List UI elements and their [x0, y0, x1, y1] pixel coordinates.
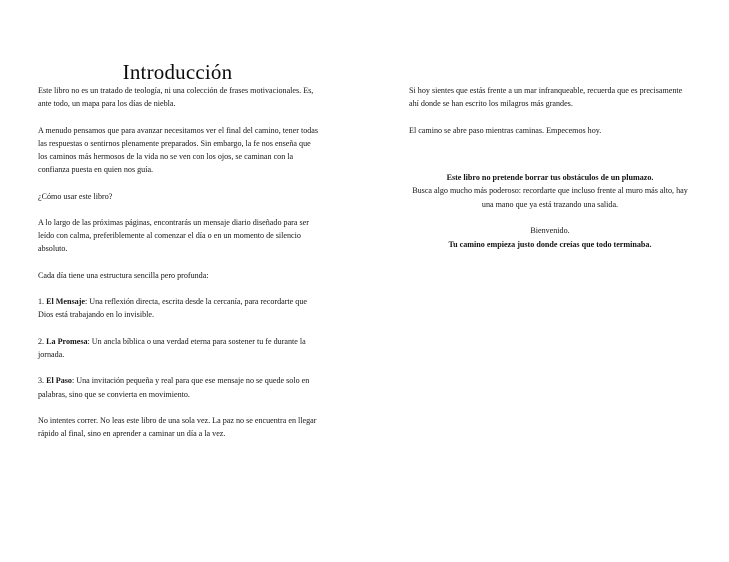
text-run-item-3-el-paso-2: : Una invitación pequeña y real para que ese mensaje no se quede solo en palabras, sino que se convierta en movimiento. [38, 376, 310, 399]
text-run-intro-no-tratado-0: Este libro no es un tratado de teología, ni una colección de frases motivacionales. Es, ante todo, un mapa para los días de niebla. [38, 86, 314, 109]
paragraph-item-3-el-paso [38, 374, 319, 400]
paragraph-a-lo-largo [38, 216, 319, 256]
paragraph-item-1-el-mensaje [38, 295, 319, 321]
block-spacer [409, 211, 691, 224]
text-run-a-menudo-pensamos-0: A menudo pensamos que para avanzar necesitamos ver el final del camino, tener todas las respuestas o sentirnos plenamente preparados. Sin embargo, la fe nos enseña que los caminos más hermosos de la vida no se ven con los ojos, se caminan con la confianza puesta en quien nos guía. [38, 125, 319, 175]
text-run-a-lo-largo-0: A lo largo de las próximas páginas, encontrarás un mensaje diario diseñado para ser leído con calma, preferiblemente al comenzar el día o en un momento de silencio absoluto. [38, 217, 309, 254]
centered-line-cb-line-3: Bienvenido. [530, 226, 570, 236]
centered-line-cb-line-2: Busca algo mucho más poderoso: recordarte que incluso frente al muro más alto, hay una mano que ya está trazando una salida. [412, 186, 688, 209]
text-run-item-1-el-mensaje-1: El Mensaje [46, 297, 85, 307]
text-run-item-2-la-promesa-2: : Un ancla bíblica o una verdad eterna para sostener tu fe durante la jornada. [38, 336, 306, 359]
paragraph-si-hoy-sientes [409, 84, 691, 110]
text-run-item-1-el-mensaje-0: 1. [38, 297, 47, 307]
paragraph-a-menudo-pensamos [38, 124, 319, 177]
text-run-si-hoy-sientes-0: Si hoy sientes que estás frente a un mar infranqueable, recuerda que es precisamente ahí donde se han escrito los milagros más grandes. [409, 86, 683, 109]
paragraph-intro-no-tratado [38, 84, 319, 110]
text-run-el-camino-se-abre-0: El camino se abre paso mientras caminas. Empecemos hoy. [409, 125, 602, 135]
text-run-item-2-la-promesa-1: La Promesa [46, 336, 88, 346]
centered-line-cb-line-1: Este libro no pretende borrar tus obstáculos de un plumazo. [446, 172, 654, 182]
text-run-cada-dia-estructura-0: Cada día tiene una estructura sencilla pero profunda: [38, 270, 209, 280]
closing-emphasis-block [409, 171, 691, 251]
text-run-item-2-la-promesa-0: 2. [38, 336, 47, 346]
text-run-como-usar-este-libro-0: ¿Cómo usar este libro? [38, 191, 113, 201]
text-run-item-1-el-mensaje-2: : Una reflexión directa, escrita desde la cercanía, para recordarte que Dios está trabajando en lo invisible. [38, 297, 307, 320]
right-column-paragraphs [409, 84, 691, 137]
paragraph-el-camino-se-abre [409, 124, 691, 137]
text-run-item-3-el-paso-1: El Paso [46, 376, 72, 386]
paragraph-cada-dia-estructura [38, 269, 319, 282]
paragraph-no-intentes-correr [38, 414, 319, 440]
paragraph-como-usar-este-libro [38, 190, 319, 203]
text-run-no-intentes-correr-0: No intentes correr. No leas este libro de una sola vez. La paz no se encuentra en llegar rápido al final, sino en aprender a caminar un día a la vez. [38, 415, 317, 439]
text-run-item-3-el-paso-0: 3. [38, 376, 47, 386]
right-text-column [409, 84, 691, 251]
page-title: Introducción [122, 60, 233, 85]
left-text-column [38, 84, 319, 440]
centered-line-cb-line-4: Tu camino empieza justo donde creías que todo terminaba. [448, 239, 652, 249]
paragraph-item-2-la-promesa [38, 335, 319, 361]
